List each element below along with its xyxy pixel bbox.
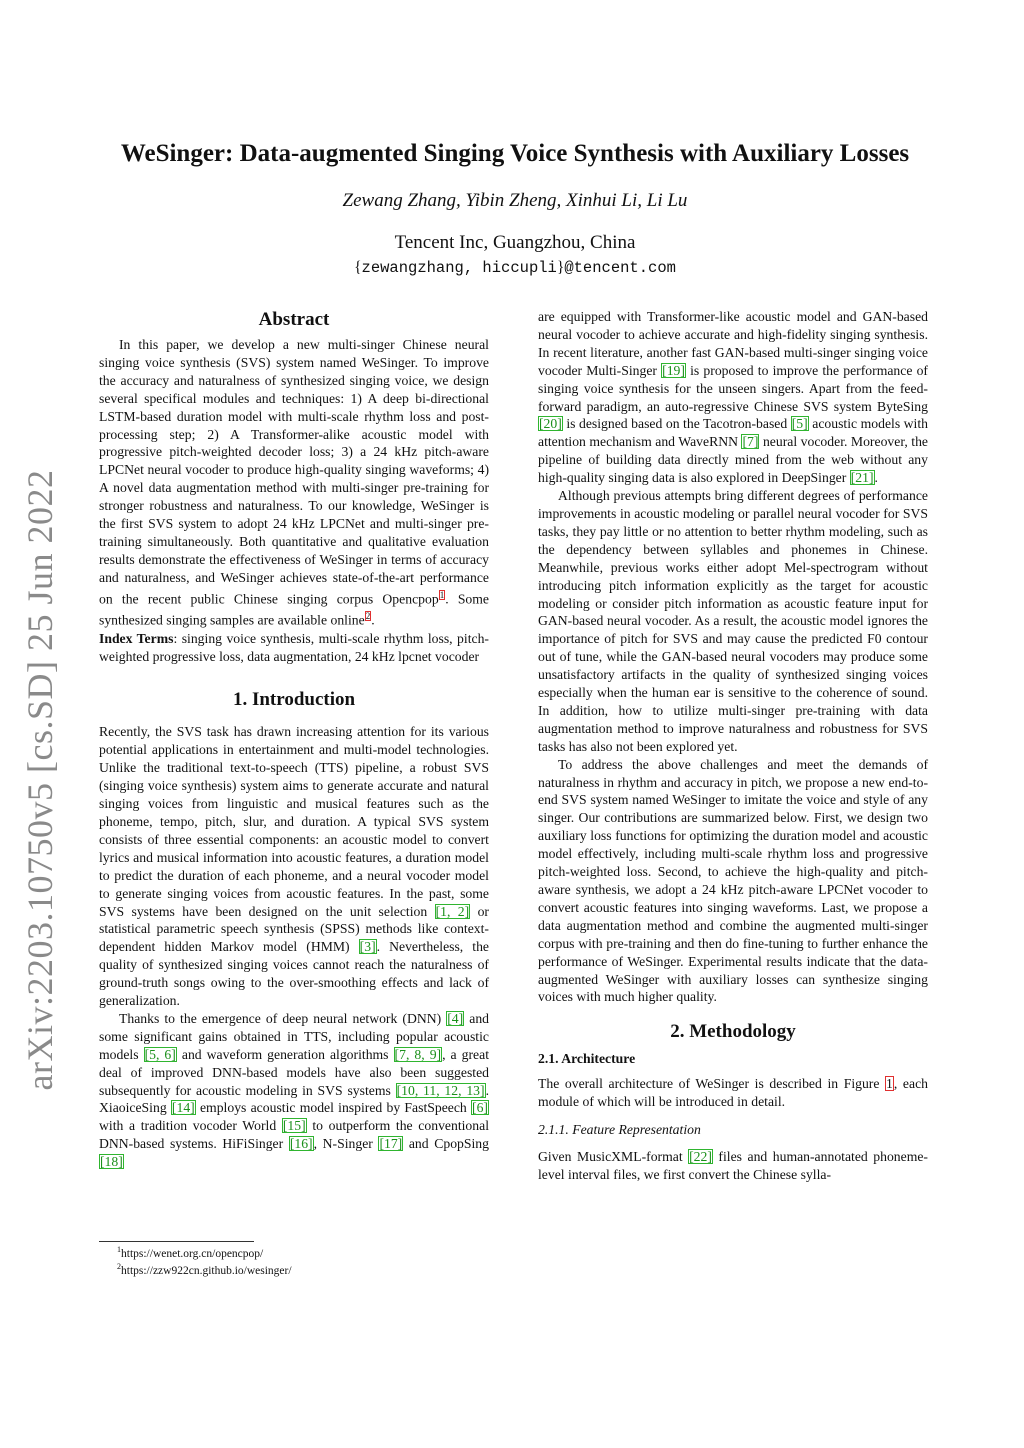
intro-paragraph-3 (538, 308, 928, 487)
footnote-2[interactable] (117, 1260, 292, 1278)
footnote-ref-1[interactable]: 1 (439, 589, 445, 600)
intro-paragraph-1 (99, 723, 489, 1010)
index-terms-label: Index Terms (99, 630, 174, 646)
citation[interactable]: [5, 6] (144, 1046, 176, 1062)
intro-p1-text-b: or statistical parametric speech synthesis (SPSS) methods like context-dependent hidden Markov model (HMM) (99, 903, 489, 955)
intro-p2-text: and some significant gains obtained in TTS, including popular acoustic models (99, 1010, 490, 1062)
intro-p3-text: is designed based on the Tacotron-based (562, 416, 791, 432)
feature-representation-subheading: 2.1.1. Feature Representation (538, 1122, 701, 1138)
citation[interactable]: [19] (662, 362, 685, 378)
architecture-text-b: , each module of which will be introduced in detail. (538, 1076, 928, 1110)
intro-p2-text: , a great deal of improved DNN-based models have also been suggested subsequently for acoustic modeling in SVS systems (99, 1046, 489, 1098)
paper-title: WeSinger: Data-augmented Singing Voice Synthesis with Auxiliary Losses (120, 140, 910, 167)
citation[interactable]: [14] (171, 1100, 195, 1116)
architecture-text-a: The overall architecture of WeSinger is described in Figure (538, 1076, 886, 1092)
intro-heading: 1. Introduction (232, 689, 356, 711)
intro-p2-text: . XiaoiceSing (99, 1082, 489, 1116)
citation[interactable]: [18] (100, 1154, 123, 1170)
citation[interactable]: [5] (791, 416, 808, 432)
email-names: zewangzhang, hiccupli (361, 259, 557, 277)
intro-paragraph-2 (99, 1010, 489, 1171)
right-column (538, 308, 928, 1184)
intro-p3-text: is proposed to improve the performance of singing voice synthesis for the unseen singers. Apart from the feed-forward paradigm, an auto-regressive Chinese SVS system ByteSing (538, 362, 928, 414)
citation[interactable]: [6] (472, 1100, 488, 1116)
citation[interactable]: [16] (289, 1136, 313, 1152)
intro-paragraph-4: Although previous attempts bring different degrees of performance improvements in acoustic modeling or parallel neural vocoder for SVS tasks, they pay little or no attention to better rhythm modeling, such as the dependency between syllables and phonemes in Chinese. Meanwhile, previous works either adopt Mel-spectrogram without introducing pitch information explicitly as the target for acoustic modeling or consider pitch information as acoustic feature input for GAN-based neural vocoder. As a result, the acoustic model ignores the importance of pitch for SVS and may cause the predicted F0 contour out of tune, while the GAN-based neural vocoders may produce some unsatisfactory artifacts in the quality of synthesized singing voices especially when the human ear is sensitive to the coherence of sound. In addition, how to utilize multi-singer pre-training with data augmentation method to improve naturalness and robustness for SVS tasks has also not been explored yet. (538, 488, 928, 754)
abstract-text-2: . Some synthesized singing samples are available online (99, 591, 489, 628)
intro-p2-text: and CpopSing (403, 1136, 489, 1152)
email-close-brace: } (556, 259, 565, 276)
left-column (99, 308, 489, 1171)
footnote-divider (99, 1241, 254, 1242)
authors: Zewang Zhang, Yibin Zheng, Xinhui Li, Li Lu (342, 190, 688, 211)
intro-p2-text: to outperform the conventional DNN-based systems. HiFiSinger (99, 1118, 489, 1152)
citation[interactable]: [1, 2] (435, 903, 470, 919)
citation[interactable]: [10, 11, 12, 13] (396, 1082, 485, 1098)
arxiv-id[interactable]: arXiv:2203.10750v5 [cs.SD] 25 Jun 2022 (20, 469, 60, 1091)
email-domain: @tencent.com (564, 259, 676, 277)
intro-p3-text: . (874, 470, 878, 486)
intro-p3-text: are equipped with Transformer-like acoustic model and GAN-based neural vocoder to achieve accurate and high-fidelity singing synthesis. In recent literature, another fast GAN-based multi-singer singing voice vocoder Multi-Singer (538, 309, 928, 378)
citation[interactable]: [15] (282, 1118, 306, 1134)
index-terms-text: : singing voice synthesis, multi-scale rhythm loss, pitch-weighted progressive loss, data augmentation, 24 kHz lpcnet vocoder (99, 630, 489, 664)
footnote-2-number: 2 (117, 1262, 121, 1271)
intro-p2-text: , N-Singer (313, 1136, 379, 1152)
feature-text-b: files and human-annotated phoneme-level interval files, we first convert the Chinese sylla- (538, 1149, 928, 1183)
email[interactable] (100, 258, 930, 278)
citation[interactable]: [20] (539, 416, 562, 432)
feature-text-a: Given MusicXML-format (538, 1149, 689, 1165)
citation[interactable]: [17] (379, 1136, 403, 1152)
methodology-heading: 2. Methodology (670, 1021, 796, 1043)
index-terms (99, 630, 489, 666)
arxiv-sidebar-stamp (10, 469, 70, 1091)
intro-p2-text: and waveform generation algorithms (176, 1046, 394, 1062)
abstract-text-3: . (371, 612, 375, 628)
citation[interactable]: [3] (359, 939, 376, 955)
architecture-paragraph (538, 1075, 928, 1111)
abstract-text-1: In this paper, we develop a new multi-singer Chinese neural singing voice synthesis (SVS) system named WeSinger. To improve the accuracy and naturalness of synthesized singing voice, we design several specifical modules and techniques: 1) A deep bi-directional LSTM-based duration model with multi-scale rhythm loss and post-processing step; 2) A Transformer-alike acoustic model with progressive pitch-weighted decoder loss; 3) a 24 kHz pitch-aware LPCNet neural vocoder to produce high-quality singing waveforms; 4) A novel data augmentation method with multi-singer pre-training for stronger robustness and naturalness. To our knowledge, WeSinger is the first SVS system to adopt 24 kHz LPCNet and multi-singer pre-training simultaneously. Both quantitative and qualitative evaluation results demonstrate the effectiveness of WeSinger in terms of accuracy and naturalness, and WeSinger achieves state-of-the-art performance on the recent public Chinese singing corpus Opencpop (99, 337, 489, 607)
footnote-2-url: https://zzw922cn.github.io/wesinger/ (121, 1264, 292, 1277)
affiliation: Tencent Inc, Guangzhou, China (394, 232, 636, 253)
intro-paragraph-5: To address the above challenges and meet the demands of naturalness in rhythm and accuracy in pitch, we propose a new end-to-end SVS system named WeSinger to imitate the voice and style of any singer. Our contributions are summarized below. First, we design two auxiliary loss functions for optimizing the duration model and acoustic model effectively, including multi-scale rhythm loss and progressive pitch-weighted loss. Second, to achieve the high-quality and pitch-aware synthesis, we adopt a 24 kHz pitch-aware LPCNet vocoder to convert acoustic features into singing waveforms. Last, we propose a data augmentation method and combine the augmented multi-singer corpus with pre-training and then do fine-tuning to further enhance the performance of WeSinger. Experimental results indicate that the data-augmented WeSinger with auxiliary losses can synthesize singing voices with much higher quality. (538, 756, 928, 1005)
citation[interactable]: [21] (850, 470, 874, 486)
footnote-1-number: 1 (117, 1245, 121, 1254)
citation[interactable]: [22] (689, 1149, 712, 1165)
abstract-heading: Abstract (258, 309, 330, 330)
intro-p2-text: with a tradition vocoder World (99, 1118, 282, 1134)
footnote-ref-2[interactable]: 2 (365, 611, 371, 622)
figure-ref[interactable]: 1 (886, 1076, 893, 1092)
intro-p1-text-c: . Nevertheless, the quality of synthesized singing voices cannot reach the naturalness of ground-truth songs owing to the over-smoothing effects and lack of generalization. (99, 939, 490, 1009)
intro-p1-text-a: Recently, the SVS task has drawn increasing attention for its various potential applications in entertainment and multi-model technologies. Unlike the traditional text-to-speech (TTS) pipeline, a robust SVS (singing voice synthesis) system aims to generate accurate and natural singing voices from linguistic and musical features such as the phoneme, tempo, pitch, slur, and duration. A typical SVS system consists of three essential components: an acoustic model to convert lyrics and musical information into acoustic features, a duration model to predict the duration of each phoneme, and a neural vocoder model to generate singing voices from acoustic features. In the past, some SVS systems have been designed on the unit selection (99, 724, 489, 919)
intro-p2-text: employs acoustic model inspired by FastSpeech (195, 1100, 472, 1116)
feature-representation-paragraph (538, 1148, 928, 1184)
citation[interactable]: [7] (742, 434, 759, 450)
citation[interactable]: [4] (447, 1010, 464, 1026)
intro-p3-text: acoustic models with attention mechanism and WaveRNN (538, 416, 929, 450)
footnote-1[interactable] (117, 1243, 263, 1261)
citation[interactable]: [7, 8, 9] (394, 1046, 442, 1062)
footnote-1-url: https://wenet.org.cn/opencpop/ (121, 1247, 264, 1260)
architecture-subheading: 2.1. Architecture (538, 1051, 636, 1067)
intro-p3-text: neural vocoder. Moreover, the pipeline of building data directly mined from the web without any high-quality singing data is also explored in DeepSinger (538, 434, 928, 486)
abstract-text (99, 336, 489, 630)
email-open-brace: { (354, 259, 362, 276)
intro-p2-text: Thanks to the emergence of deep neural network (DNN) (119, 1010, 447, 1026)
